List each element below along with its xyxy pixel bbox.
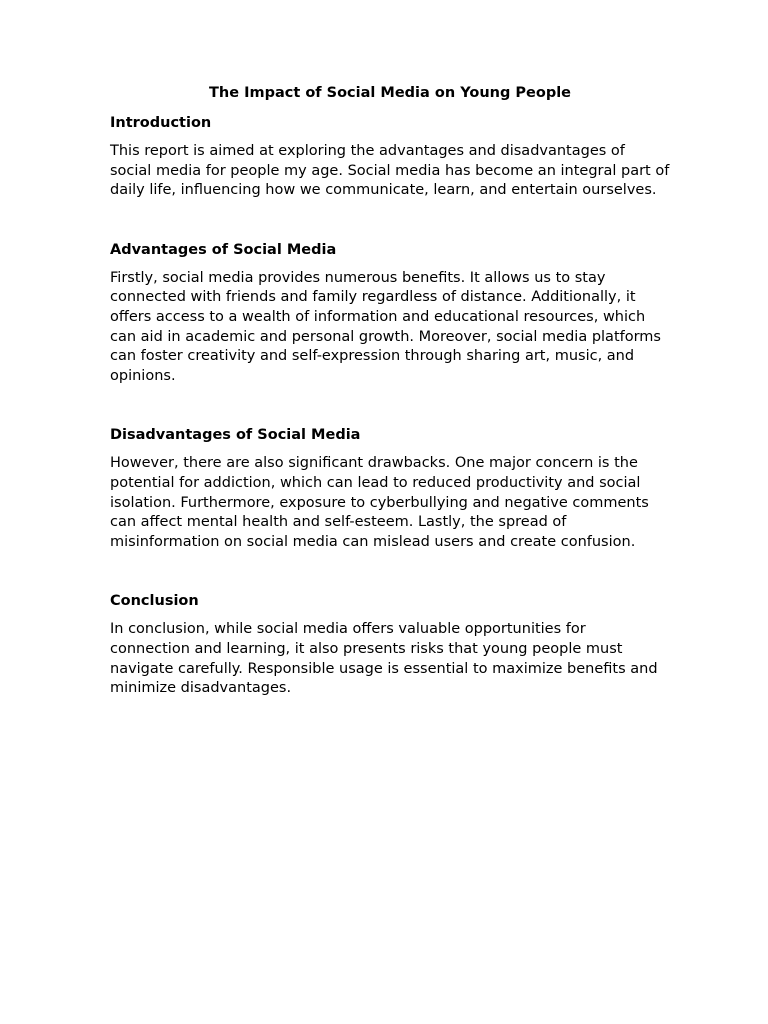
section-body-disadvantages: However, there are also significant drawbacks. One major concern is the potential for addiction, which can lead to reduced productivity and social isolation. Furthermore, exposure to cyberbullying and negative comments can affect mental health and self-esteem. Lastly, the spread of misinformation on social media can mislead users and create confusion. — [110, 455, 649, 550]
section-advantages — [110, 239, 670, 387]
section-heading-disadvantages: Disadvantages of Social Media — [110, 427, 361, 444]
section-introduction — [110, 112, 670, 201]
section-conclusion — [110, 590, 670, 698]
section-body-advantages: Firstly, social media provides numerous benefits. It allows us to stay connected with friends and family regardless of distance. Additionally, it offers access to a wealth of information and educational resources, which can aid in academic and personal growth. Moreover, social media platforms can foster creativity and self-expression through sharing art, music, and opinions. — [110, 269, 661, 384]
section-body-introduction: This report is aimed at exploring the advantages and disadvantages of social media for people my age. Social media has become an integral part of daily life, influencing how we communicate, learn, and entertain ourselves. — [110, 143, 670, 199]
section-heading-conclusion: Conclusion — [110, 593, 199, 610]
document-title: The Impact of Social Media on Young People — [208, 85, 572, 101]
section-body-conclusion: In conclusion, while social media offers valuable opportunities for connection and learning, it also presents risks that young people must navigate carefully. Responsible usage is essential to maximize benefits and minimize disadvantages. — [110, 621, 658, 697]
section-disadvantages — [110, 424, 670, 552]
section-heading-advantages: Advantages of Social Media — [110, 241, 337, 258]
document-page — [110, 82, 670, 699]
section-heading-introduction: Introduction — [110, 115, 212, 131]
